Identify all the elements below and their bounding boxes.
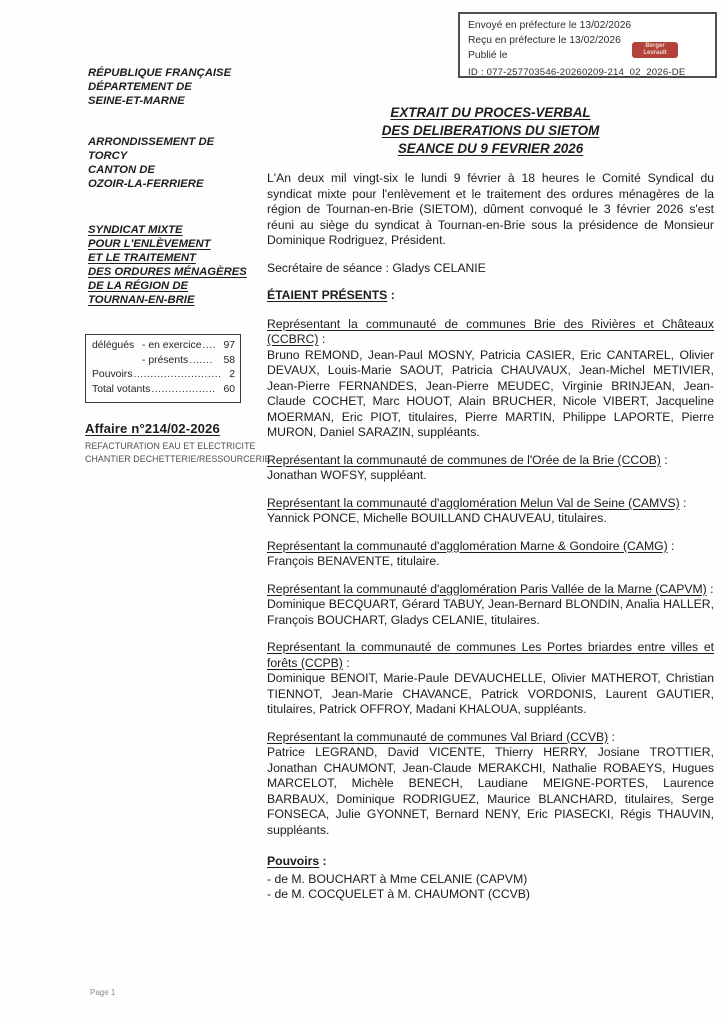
header-line: CANTON DE — [88, 164, 155, 176]
header-line: POUR L'ENLÈVEMENT — [88, 238, 211, 250]
title-line: SEANCE DU 9 FEVRIER 2026 — [397, 141, 584, 156]
republique-block — [88, 66, 273, 108]
section-camvs — [267, 496, 714, 527]
section-names: François BENAVENTE, titulaire. — [267, 554, 440, 568]
berger-levrault-logo-icon — [632, 42, 678, 58]
stats-row — [92, 339, 235, 354]
stats-row — [92, 354, 235, 369]
stats-sublabel: - présents — [142, 354, 189, 366]
section-capvm — [267, 582, 714, 629]
leader-dots: .......................... — [133, 369, 222, 380]
affaire-subject-line1: REFACTURATION EAU ET ELECTRICITE — [85, 441, 256, 451]
section-ccob — [267, 453, 714, 484]
header-line: DÉPARTEMENT DE — [88, 81, 192, 93]
section-names: Patrice LEGRAND, David VICENTE, Thierry HERRY, Josiane TROTTIER, Jonathan CHAUMONT, Jean-Claude MERAKCHI, Nathalie ROBAEYS, Hugues MARCELOT, Michèle BENECH, Laudiane MEIGNE-PORTES, Laurence BARBAUX, Dominique RODRIGUEZ, Maurice BLANCHARD, titulaires, Serge FONSECA, Julie GYONNET, Bernard NENY, Eric PIASECKI, Régis THAUVIN, suppléants. — [267, 745, 714, 837]
stats-value: 97 — [223, 340, 235, 351]
stats-label: Pouvoirs — [92, 369, 133, 380]
stamp-id-line: ID : 077-257703546-20260209-214_02_2026-DE — [468, 67, 686, 78]
stamp-received-line: Reçu en préfecture le 13/02/2026 — [468, 35, 621, 46]
stamp-sent-line: Envoyé en préfecture le 13/02/2026 — [468, 20, 632, 31]
header-line: SEINE-ET-MARNE — [88, 95, 185, 107]
section-ccvb — [267, 730, 714, 839]
affaire-block — [85, 421, 290, 466]
section-names: Bruno REMOND, Jean-Paul MOSNY, Patricia CASIER, Eric CANTAREL, Olivier DEVAUX, Louis-Marie SAOUT, Patricia CHAUVAUX, Jean-Michel METIVIER, Jean-Pierre FERNANDES, Jean-Pierre MEUDEC, Virginie BRINJEAN, Jean-Claude COCHET, Marc HOUOT, Alain BRUCHER, Nicole VIBERT, Jacqueline MOERMAN, Eric PIOT, titulaires, Pierre MARTIN, Philippe LAPORTE, Pierre MURON, Daniel SARAZIN, suppléants. — [267, 347, 714, 439]
header-line: DES ORDURES MÉNAGÈRES — [88, 266, 247, 278]
stats-label: Total votants — [92, 383, 151, 395]
header-line: ARRONDISSEMENT DE — [88, 136, 215, 148]
stamp-published-line: Publié le — [468, 50, 508, 61]
main-text-column — [267, 171, 714, 903]
arrondissement-block — [88, 135, 273, 191]
header-line: SYNDICAT MIXTE — [88, 224, 183, 236]
left-header-column — [88, 66, 273, 307]
section-names: Dominique BECQUART, Gérard TABUY, Jean-Bernard BLONDIN, Analia HALLER, François BOUCHART, Gladys CELANIE, titulaires. — [267, 597, 714, 627]
logo-text-line1: Berger — [645, 43, 665, 49]
logo-text-line2: Levrault — [643, 50, 667, 56]
section-heading: Représentant la communauté de communes Val Briard (CCVB) : — [267, 729, 615, 744]
page-number: Page 1 — [90, 988, 116, 997]
header-line: TOURNAN-EN-BRIE — [88, 294, 195, 306]
affaire-subject-line2: CHANTIER DECHETTERIE/RESSOURCERIE — [85, 454, 271, 464]
stats-row — [92, 383, 235, 398]
leader-dots: ................... — [151, 383, 216, 395]
intro-paragraph: L'An deux mil vingt-six le lundi 9 février à 18 heures le Comité Syndical du syndicat mixte pour l'enlèvement et le traitement des ordures ménagères de la région de Tournan-en-Brie (SIETOM), dûment convoqué le 3 février 2026 s'est réuni au siège du syndicat à Tournan-en-Brie sous la présidence de Monsieur Dominique Rodriguez, Président. — [267, 171, 714, 247]
affaire-number: Affaire n°214/02-2026 — [85, 421, 220, 436]
section-camg — [267, 539, 714, 570]
leader-dots: .... — [202, 340, 217, 351]
document-title — [267, 104, 714, 158]
section-ccbrc — [267, 317, 714, 441]
header-line: ET LE TRAITEMENT — [88, 252, 196, 264]
pouvoirs-block — [267, 854, 714, 903]
header-line: RÉPUBLIQUE FRANÇAISE — [88, 67, 232, 79]
present-heading: ÉTAIENT PRÉSENTS : — [267, 288, 395, 302]
leader-dots: ....... — [189, 354, 213, 366]
prefecture-stamp-box — [458, 12, 717, 78]
title-line: DES DELIBERATIONS DU SIETOM — [381, 123, 600, 138]
section-names: Dominique BENOIT, Marie-Paule DEVAUCHELLE, Olivier MATHEROT, Christian TIENNOT, Jean-Marie CHAVANCE, Patrick VORDONIS, Laurent GAUTIER, titulaires, Patrick OFFROY, Madani KHALOUA, suppléants. — [267, 671, 714, 716]
section-heading: Représentant la communauté de communes Brie des Rivières et Châteaux (CCBRC) : — [267, 316, 714, 346]
section-heading: Représentant la communauté de communes Les Portes briardes entre villes et forêts (CCPB) : — [267, 640, 714, 670]
section-names: Yannick PONCE, Michelle BOUILLAND CHAUVEAU, titulaires. — [267, 511, 607, 525]
stats-value: 60 — [223, 383, 235, 395]
section-heading: Représentant la communauté d'agglomération Paris Vallée de la Marne (CAPVM) : — [267, 581, 714, 596]
syndicat-block — [88, 223, 273, 307]
stats-label — [92, 354, 142, 369]
header-line: OZOIR-LA-FERRIERE — [88, 178, 204, 190]
stats-label: délégués — [92, 340, 135, 351]
delegates-stats-box — [85, 334, 241, 403]
title-line: EXTRAIT DU PROCES-VERBAL — [390, 105, 591, 120]
pouvoir-item: - de M. BOUCHART à Mme CELANIE (CAPVM) — [267, 871, 528, 886]
stats-sublabel: - en exercice — [142, 340, 202, 351]
section-ccpb — [267, 640, 714, 718]
pouvoirs-heading: Pouvoirs : — [267, 854, 327, 868]
section-names: Jonathan WOFSY, suppléant. — [267, 468, 427, 482]
section-heading: Représentant la communauté de communes de l'Orée de la Brie (CCOB) : — [267, 452, 668, 467]
stats-row — [92, 368, 235, 383]
header-line: DE LA RÉGION DE — [88, 280, 189, 292]
section-heading: Représentant la communauté d'agglomération Melun Val de Seine (CAMVS) : — [267, 495, 687, 510]
stats-value: 2 — [229, 369, 235, 380]
header-line: TORCY — [88, 150, 128, 162]
section-heading: Représentant la communauté d'agglomération Marne & Gondoire (CAMG) : — [267, 538, 675, 553]
stats-value: 58 — [223, 354, 235, 366]
pouvoir-item: - de M. COCQUELET à M. CHAUMONT (CCVB) — [267, 887, 530, 901]
secretary-line: Secrétaire de séance : Gladys CELANIE — [267, 260, 486, 275]
